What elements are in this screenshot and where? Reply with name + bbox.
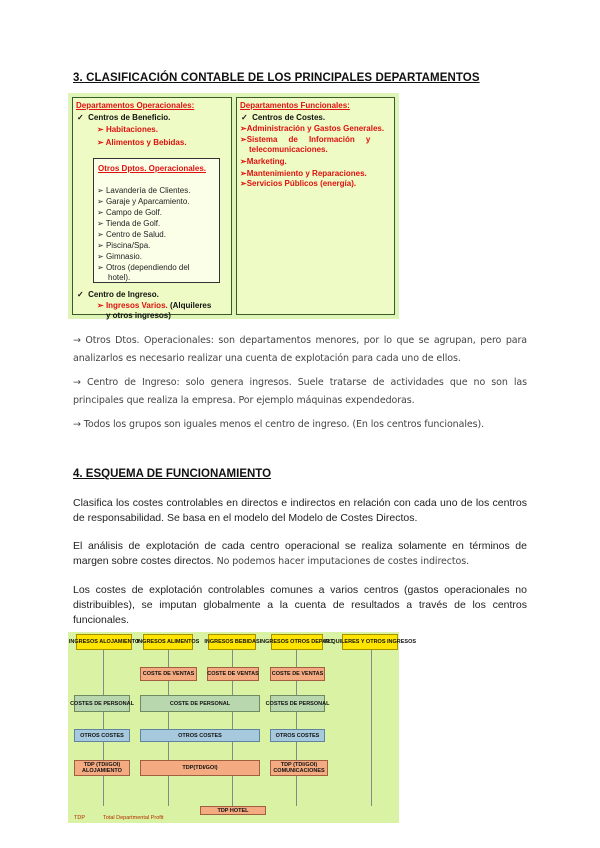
- note-other-departments: → Otros Dtos. Operacionales: son departamentos menores, por lo que se agrupan, pero para analizarlos es necesario realizar una cuenta de explotación para cada uno de ellos.: [73, 335, 527, 364]
- classification-figure: [68, 93, 399, 319]
- cost-item: ➢Mantenimiento y Reparaciones.: [240, 169, 367, 178]
- operational-heading: Departamentos Operacionales:: [76, 101, 195, 110]
- other-costs-box: OTROS COSTES: [270, 729, 325, 742]
- note-income-center: → Centro de Ingreso: solo genera ingresos. Suele tratarse de actividades que no son las principales que realiza la empresa. Por ejemplo máquinas expendedoras.: [73, 377, 527, 406]
- income-item: ➢ Ingresos Varios. (Alquileres: [97, 301, 212, 310]
- income-drinks-box: INGRESOS BEBIDAS: [208, 634, 256, 650]
- section-4-title: 4. ESQUEMA DE FUNCIONAMIENTO: [73, 468, 272, 480]
- other-costs-box: OTROS COSTES: [140, 729, 260, 742]
- income-item-cont: y otros ingresos): [106, 311, 171, 320]
- cost-item: ➢Marketing.: [240, 157, 287, 166]
- paragraph-3: Los costes de explotación controlables comunes a varios centros (gastos operacionales no distribuibles), se imputan globalmente a la cuenta de resultados a través de los centros funcionales.: [73, 584, 527, 626]
- footer-text: Total Departmental Profit: [103, 815, 164, 821]
- cost-of-sales-box: COSTE DE VENTAS: [270, 667, 325, 681]
- other-dept-item: ➢ Gimnasio.: [97, 252, 142, 261]
- tdp-lodging-box: TDP (TDI/GOI) ALOJAMIENTO: [74, 760, 130, 776]
- income-other-depts-box: INGRESOS OTROS DEPART.: [271, 634, 323, 650]
- note-all-groups: → Todos los grupos son iguales menos el centro de ingreso. (En los centros funcionales).: [73, 419, 484, 430]
- benefit-item: ➢ Habitaciones.: [97, 125, 158, 134]
- functional-heading: Departamentos Funcionales:: [240, 101, 350, 110]
- income-lodging-box: INGRESOS ALOJAMIENTO: [76, 634, 132, 650]
- connector-line: [371, 648, 372, 806]
- other-departments-box: [93, 158, 220, 283]
- income-center-title: ✓ Centro de Ingreso.: [77, 290, 159, 299]
- tdp-communications-box: TDP (TDI/GOI) COMUNICACIONES: [270, 760, 328, 776]
- cost-of-sales-box: COSTE DE VENTAS: [207, 667, 259, 681]
- other-dept-item: ➢ Garaje y Aparcamiento.: [97, 197, 190, 206]
- cost-item: ➢Sistema de Información y: [240, 135, 371, 144]
- cost-item: ➢Servicios Públicos (energía).: [240, 179, 357, 188]
- other-dept-item: ➢ Lavandería de Clientes.: [97, 186, 191, 195]
- operational-departments-panel: [72, 97, 232, 320]
- other-dept-item: ➢ Otros (dependiendo del: [97, 263, 190, 272]
- paragraph-1: Clasifica los costes controlables en directos e indirectos en relación con cada uno de los centros de responsabilidad. Se basa en el modelo del Modelo de Costes Directos.: [73, 497, 527, 524]
- connector-line: [103, 648, 104, 806]
- scheme-figure: [68, 632, 417, 823]
- section-3-title: 3. CLASIFICACIÓN CONTABLE DE LOS PRINCIPALES DEPARTAMENTOS: [73, 72, 480, 84]
- other-dept-item: ➢ Tienda de Golf.: [97, 219, 161, 228]
- personnel-costs-box: COSTES DE PERSONAL: [74, 695, 130, 712]
- personnel-costs-box: COSTES DE PERSONAL: [270, 695, 325, 712]
- cost-centers-title: ✓ Centros de Costes.: [241, 113, 326, 122]
- other-costs-box: OTROS COSTES: [74, 729, 130, 742]
- other-departments-title: Otros Dptos. Operacionales.: [98, 164, 207, 173]
- other-dept-item: ➢ Centro de Salud.: [97, 230, 166, 239]
- tdp-box: TDP(TDI/GOI): [140, 760, 260, 776]
- benefit-centers-title: ✓ Centros de Beneficio.: [77, 113, 171, 122]
- paragraph-2: El análisis de explotación de cada centro operacional se realiza solamente en términos de margen sobre costes directos. No podemos hacer imputaciones de costes indirectos.: [73, 540, 527, 567]
- rentals-other-income-box: ALQUILERES Y OTROS INGRESOS: [342, 634, 398, 650]
- cost-item-cont: telecomunicaciones.: [249, 145, 328, 154]
- cost-item: ➢Administración y Gastos Generales.: [240, 124, 385, 133]
- personnel-cost-box: COSTE DE PERSONAL: [140, 695, 260, 712]
- income-food-box: INGRESOS ALIMENTOS: [143, 634, 193, 650]
- other-dept-item: ➢ Piscina/Spa.: [97, 241, 151, 250]
- functional-departments-panel: [236, 97, 395, 315]
- benefit-item: ➢ Alimentos y Bebidas.: [97, 138, 187, 147]
- cost-of-sales-box: COSTE DE VENTAS: [140, 667, 197, 681]
- other-dept-item: ➢ Campo de Golf.: [97, 208, 162, 217]
- other-dept-item-cont: hotel).: [108, 273, 131, 282]
- footer-abbr: TDP: [74, 815, 85, 821]
- tdp-hotel-box: TDP HOTEL: [200, 806, 266, 815]
